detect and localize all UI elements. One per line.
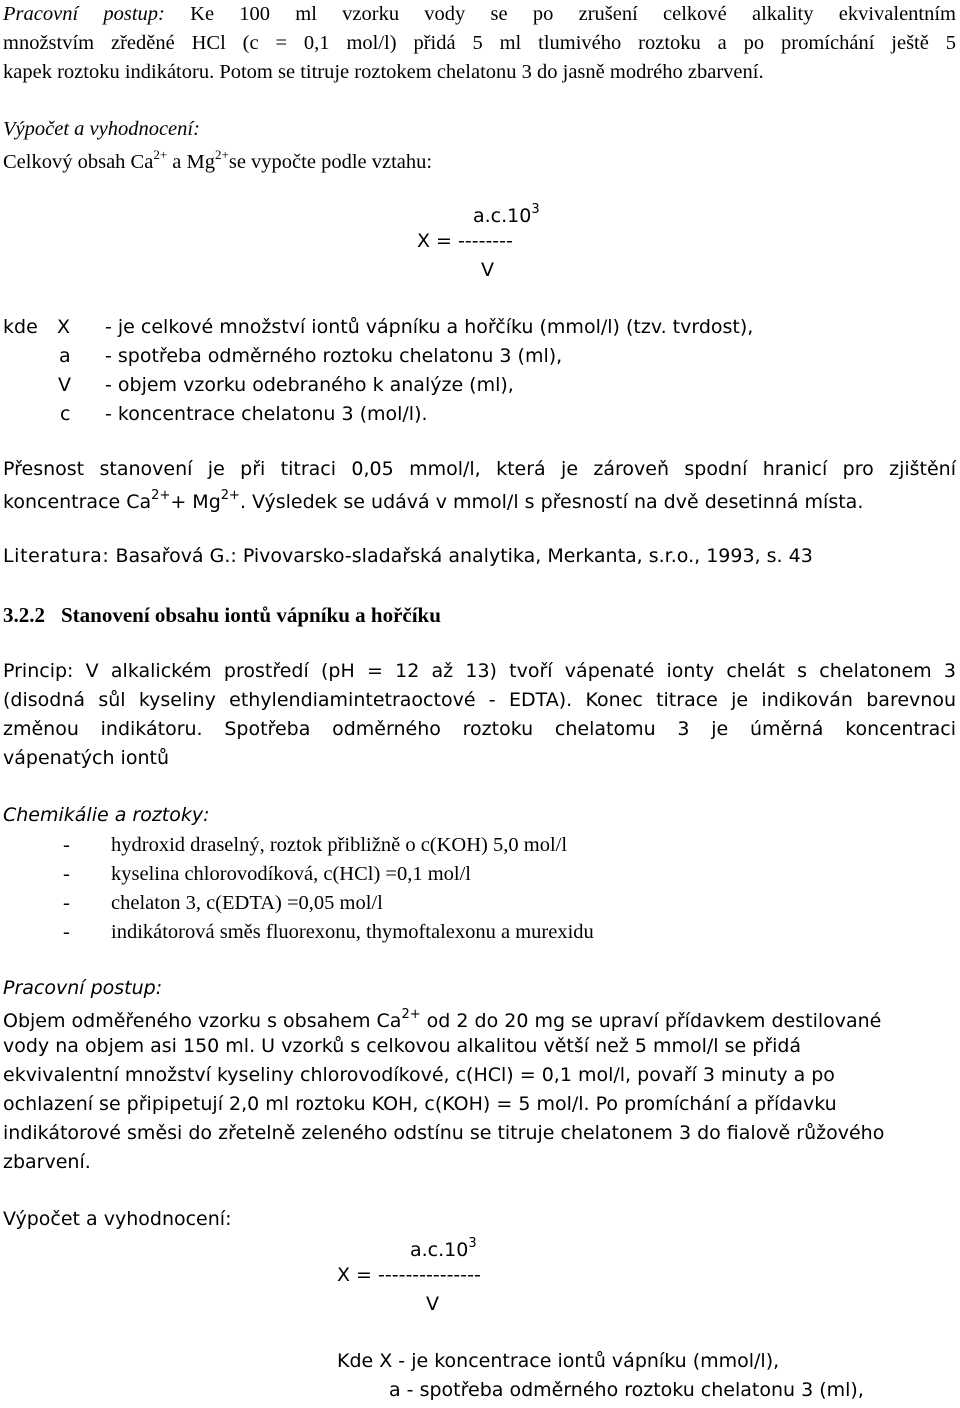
precision-mg: + Mg [170, 491, 221, 513]
section-heading [3, 605, 441, 626]
formula-1-num-text: a.c.10 [473, 205, 532, 227]
procedure-2-line-4: ochlazení se připipetují 2,0 ml roztoku KOH, c(KOH) = 5 mol/l. Po promíchání a přídavku [3, 1093, 837, 1115]
precision-line-1: Přesnost stanovení je při titraci 0,05 mmol/l, která je zároveň spodní hranicí pro zjištění [3, 458, 956, 480]
literature-label: Literatura: [3, 545, 110, 567]
chemical-item-3 [63, 893, 383, 914]
chemical-item-4 [63, 922, 594, 943]
var-x-description: - je celkové množství iontů vápníku a hořčíku (mmol/l) (tzv. tvrdost), [105, 316, 754, 338]
list-dash: - [63, 921, 70, 943]
chemical-item-1 [63, 835, 567, 856]
principle-line-4: vápenatých iontů [3, 747, 169, 769]
principle-line-3: změnou indikátoru. Spotřeba odměrného roztoku chelatomu 3 je úměrná koncentraci [3, 718, 956, 740]
formula-1-lhs: X = -------- [417, 230, 513, 252]
section-number: 3.2.2 [3, 603, 45, 627]
chemical-item-2 [63, 864, 471, 885]
procedure-paragraph-line-1 [3, 4, 956, 25]
formula-2-numerator [410, 1237, 477, 1260]
principle-line-1: Princip: V alkalickém prostředí (pH = 12 až 13) tvoří vápenaté ionty chelát s chelatonem 3 [3, 660, 956, 682]
var-a-symbol: a [59, 345, 71, 367]
section-title: Stanovení obsahu iontů vápníku a hořčíku [61, 603, 441, 627]
chemical-text-3: chelaton 3, c(EDTA) =0,05 mol/l [111, 892, 383, 914]
kde-label: kde [3, 316, 38, 338]
procedure-text-1: Ke 100 ml vzorku vody se po zrušení celkové alkality ekvivalentním [190, 3, 957, 25]
formula-2-denominator: V [426, 1293, 439, 1315]
procedure-2-line-1b: od 2 do 20 mg se upraví přídavkem destilované [420, 1010, 882, 1032]
kde-2-line-2: a - spotřeba odměrného roztoku chelatonu 3 (ml), [389, 1379, 864, 1401]
list-dash: - [63, 892, 70, 914]
mg-charge: 2+ [215, 147, 229, 162]
var-v-description: - objem vzorku odebraného k analýze (ml), [105, 374, 514, 396]
calculation-2-label: Výpočet a vyhodnocení: [3, 1208, 232, 1230]
formula-1-exponent: 3 [531, 202, 540, 217]
precision-mg-charge: 2+ [220, 488, 240, 503]
procedure-2-line-3: ekvivalentní množství kyseliny chlorovodíkové, c(HCl) = 0,1 mol/l, povaří 3 minuty a po [3, 1064, 835, 1086]
var-c-description: - koncentrace chelatonu 3 (mol/l). [105, 403, 428, 425]
procedure-2-line-1 [3, 1008, 881, 1031]
formula-2-lhs: X = --------------- [337, 1264, 481, 1286]
procedure-paragraph-line-2: množstvím zředěné HCl (c = 0,1 mol/l) přidá 5 ml tlumivého roztoku a po promíchání ještě 5 [3, 32, 956, 54]
precision-ca: koncentrace Ca [3, 491, 152, 513]
chemical-text-1: hydroxid draselný, roztok přibližně o c(KOH) 5,0 mol/l [111, 834, 568, 856]
formula-2-num-text: a.c.10 [410, 1239, 469, 1261]
chemicals-label: Chemikálie a roztoky: [3, 804, 210, 826]
procedure-2-line-2: vody na objem asi 150 ml. U vzorků s celkovou alkalitou větší než 5 mmol/l se přidá [3, 1035, 802, 1057]
calc-intro-mg: a Mg [167, 151, 215, 173]
calc-intro-rest: se vypočte podle vztahu: [228, 151, 433, 173]
procedure-2-ca-charge: 2+ [401, 1007, 421, 1022]
precision-ca-charge: 2+ [151, 488, 171, 503]
calculation-intro [3, 148, 432, 173]
ca-charge: 2+ [153, 147, 168, 162]
procedure-paragraph-line-3: kapek roztoku indikátoru. Potom se titruje roztokem chelatonu 3 do jasně modrého zbarvení. [3, 61, 764, 83]
kde-2-line-1: Kde X - je koncentrace iontů vápníku (mmol/l), [337, 1350, 780, 1372]
procedure-2-label: Pracovní postup: [3, 977, 163, 999]
formula-1-numerator [473, 203, 540, 226]
var-v-symbol: V [58, 374, 71, 396]
calculation-label: Výpočet a vyhodnocení: [3, 118, 200, 140]
chemical-text-2: kyselina chlorovodíková, c(HCl) =0,1 mol/l [111, 863, 472, 885]
var-c-symbol: c [60, 403, 71, 425]
procedure-2-line-6: zbarvení. [3, 1151, 91, 1173]
list-dash: - [63, 834, 70, 856]
procedure-2-line-5: indikátorové směsi do zřetelně zeleného odstínu se titruje chelatonem 3 do fialově růžového [3, 1122, 885, 1144]
procedure-label: Pracovní postup: [3, 3, 165, 25]
formula-1-denominator: V [481, 259, 494, 281]
literature-reference: Basařová G.: Pivovarsko-sladařská analytika, Merkanta, s.r.o., 1993, s. 43 [115, 545, 813, 567]
formula-2-exponent: 3 [468, 1236, 477, 1251]
chemical-text-4: indikátorová směs fluorexonu, thymoftalexonu a murexidu [111, 921, 594, 943]
literature-line [3, 547, 813, 566]
precision-rest: . Výsledek se udává v mmol/l s přesností na dvě desetinná místa. [239, 491, 864, 513]
var-a-description: - spotřeba odměrného roztoku chelatonu 3 (ml), [105, 345, 563, 367]
principle-line-2: (disodná sůl kyseliny ethylendiamintetraoctové - EDTA). Konec titrace je indikován barevnou [3, 689, 956, 711]
list-dash: - [63, 863, 70, 885]
calc-intro-ca: Celkový obsah Ca [3, 151, 154, 173]
procedure-2-line-1a: Objem odměřeného vzorku s obsahem Ca [3, 1010, 402, 1032]
var-x-symbol: X [57, 316, 71, 338]
precision-line-2 [3, 489, 863, 512]
